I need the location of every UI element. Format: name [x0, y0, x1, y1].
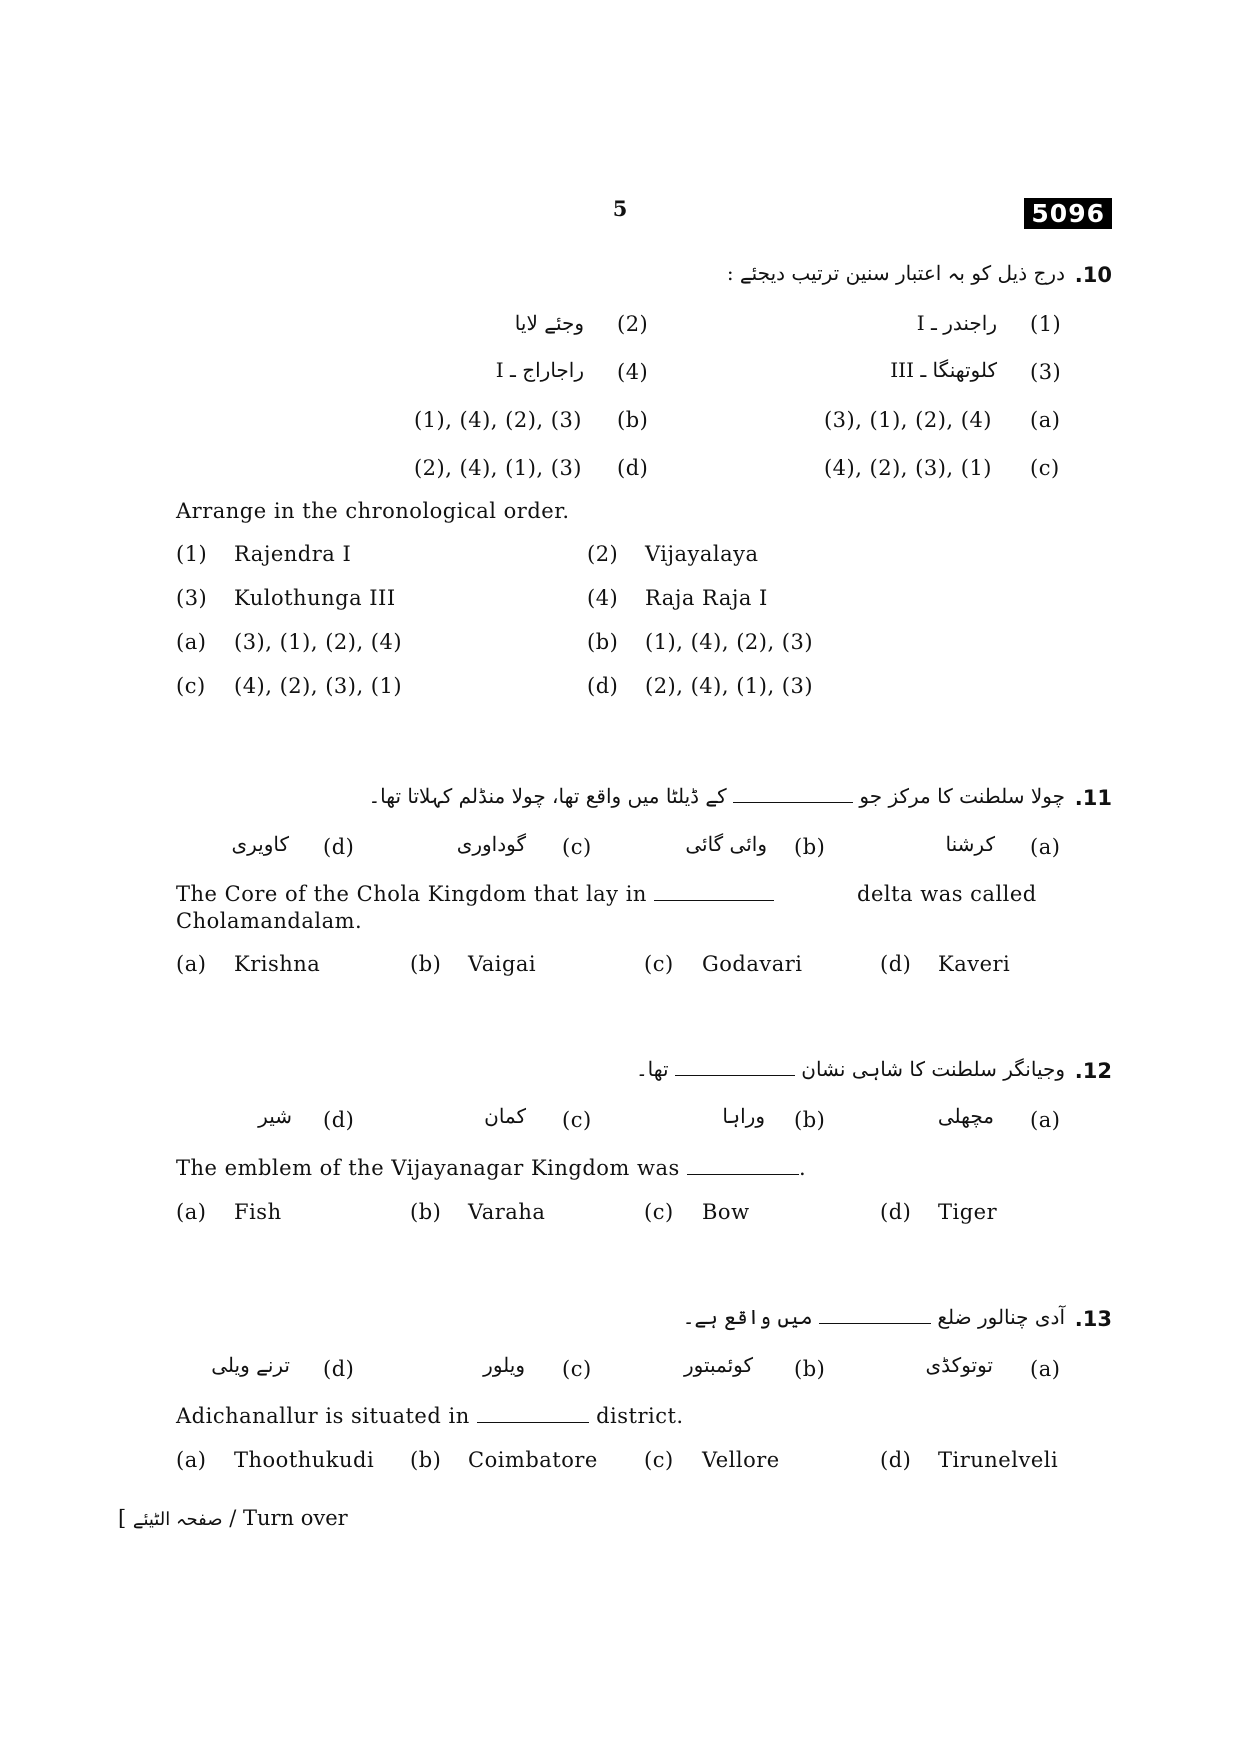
q10-urdu-item-label: (4) [617, 360, 649, 384]
q13-urdu-option: ترنے ویلی [211, 1353, 290, 1377]
q10-urdu-item: وجئے لایا [514, 311, 584, 335]
q10-english-option-label: (d) [587, 674, 619, 698]
q12-urdu-option-label: (b) [794, 1108, 826, 1132]
q13-urdu-prompt [683, 1305, 1065, 1329]
q11-urdu-option: کاویری [231, 832, 289, 856]
q13-english-option-label: (d) [880, 1448, 912, 1472]
q10-english-option: (3), (1), (2), (4) [234, 630, 403, 654]
q12-urdu-blank [675, 1059, 795, 1076]
q11-english-prompt-line2: Cholamandalam. [176, 909, 363, 933]
q13-urdu-option: ویلور [483, 1353, 525, 1377]
q11-urdu-option: وائی گائی [685, 832, 767, 856]
q10-english-option: (2), (4), (1), (3) [645, 674, 814, 698]
page-number: 5 [612, 196, 628, 221]
q12-urdu-option-label: (d) [323, 1108, 355, 1132]
q11-english-option: Vaigai [468, 952, 537, 976]
footer-urdu: صفحہ الٹیئے [132, 1509, 223, 1530]
q12-english-option: Tiger [938, 1200, 998, 1224]
q11-english-option-label: (c) [644, 952, 674, 976]
q12-english-option-label: (c) [644, 1200, 674, 1224]
q10-urdu-option: (4), (2), (3), (1) [823, 456, 992, 480]
q11-urdu-option: کرشنا [945, 832, 995, 856]
q11-english-blank [654, 888, 774, 901]
q10-urdu-option: (3), (1), (2), (4) [823, 408, 992, 432]
q10-english-item: Raja Raja I [645, 586, 768, 610]
q13-english-option-label: (c) [644, 1448, 674, 1472]
q11-english-option-label: (b) [410, 952, 442, 976]
q11-urdu-prompt-end: کے ڈیلٹا میں واقع تھا، چولا منڈلم کہلاتا تھا۔ [368, 784, 727, 808]
q13-urdu-blank [819, 1307, 931, 1324]
q13-urdu-option-label: (a) [1030, 1357, 1061, 1381]
q12-english-prompt [176, 1156, 806, 1180]
q13-urdu-prompt-end: میں واقع ہے۔ [682, 1305, 813, 1329]
q10-urdu-item-label: (2) [617, 312, 649, 336]
q13-urdu-option: کوئمبتور [683, 1353, 753, 1377]
q10-urdu-item: راجندر ـ I [916, 311, 997, 335]
q12-english-prompt-end: . [798, 1156, 807, 1180]
q10-urdu-prompt: درج ذیل کو بہ اعتبار سنین ترتیب دیجئے : [726, 261, 1065, 285]
q11-urdu-prompt-start: چولا سلطنت کا مرکز جو [859, 784, 1065, 808]
q12-english-option: Fish [234, 1200, 282, 1224]
q10-english-option-label: (c) [176, 674, 206, 698]
paper-code-badge: 5096 [1024, 198, 1112, 229]
q11-urdu-option-label: (d) [323, 835, 355, 859]
q12-urdu-option-label: (c) [562, 1108, 592, 1132]
q12-english-option: Bow [702, 1200, 750, 1224]
q11-english-option: Godavari [702, 952, 803, 976]
q11-urdu-option: گوداوری [456, 832, 526, 856]
q12-urdu-option: کمان [484, 1104, 526, 1128]
q12-english-option-label: (a) [176, 1200, 207, 1224]
q10-urdu-option-label: (d) [617, 456, 649, 480]
q12-urdu-prompt [636, 1057, 1065, 1081]
q11-urdu-option-label: (a) [1030, 835, 1061, 859]
q10-urdu-item: راجاراج ـ I [495, 358, 584, 382]
q12-english-option-label: (b) [410, 1200, 442, 1224]
q13-english-prompt [176, 1404, 684, 1428]
q10-urdu-item: کلوتھنگا ـ III [890, 358, 997, 382]
q13-english-option: Thoothukudi [234, 1448, 375, 1472]
q13-english-option: Vellore [702, 1448, 780, 1472]
q11-english-option: Kaveri [938, 952, 1011, 976]
q13-urdu-option-label: (d) [323, 1357, 355, 1381]
q12-english-prompt-start: The emblem of the Vijayanagar Kingdom was [176, 1156, 680, 1180]
q11-urdu-option-label: (b) [794, 835, 826, 859]
q12-urdu-option: وراہا [722, 1104, 765, 1128]
q11-urdu-blank [733, 786, 853, 803]
q13-urdu-option-label: (c) [562, 1357, 592, 1381]
q12-urdu-option-label: (a) [1030, 1108, 1061, 1132]
footer-bracket: [ [118, 1506, 127, 1530]
q12-urdu-prompt-start: وجیانگر سلطنت کا شاہی نشان [801, 1057, 1065, 1081]
q13-urdu-option-label: (b) [794, 1357, 826, 1381]
q12-number: .12 [1074, 1059, 1112, 1083]
q12-english-option-label: (d) [880, 1200, 912, 1224]
q12-urdu-prompt-end: تھا۔ [635, 1057, 669, 1081]
q10-urdu-item-label: (1) [1030, 312, 1062, 336]
q11-english-option-label: (a) [176, 952, 207, 976]
q10-urdu-option: (2), (4), (1), (3) [413, 456, 582, 480]
q10-english-item-label: (4) [587, 586, 619, 610]
q13-urdu-option: توتوکڈی [925, 1353, 993, 1377]
q10-english-item-label: (1) [176, 542, 208, 566]
q13-english-prompt-end: district. [596, 1404, 684, 1428]
turn-over-footer [118, 1506, 348, 1530]
q10-english-option-label: (b) [587, 630, 619, 654]
q11-english-option: Krishna [234, 952, 321, 976]
q10-urdu-item-label: (3) [1030, 360, 1062, 384]
q10-english-item: Kulothunga III [234, 586, 396, 610]
q10-english-item: Rajendra I [234, 542, 352, 566]
q13-urdu-prompt-start: آدی چنالور ضلع [937, 1305, 1065, 1329]
q10-english-option-label: (a) [176, 630, 207, 654]
q10-english-item-label: (3) [176, 586, 208, 610]
q10-english-prompt: Arrange in the chronological order. [176, 499, 570, 523]
q11-number: .11 [1074, 786, 1112, 810]
q13-english-option-label: (b) [410, 1448, 442, 1472]
q11-english-prompt-end: delta was called [857, 882, 1037, 906]
q10-english-item-label: (2) [587, 542, 619, 566]
q12-urdu-option: مچھلی [937, 1104, 994, 1128]
footer-english: Turn over [242, 1506, 348, 1530]
q11-urdu-option-label: (c) [562, 835, 592, 859]
q12-english-option: Varaha [468, 1200, 546, 1224]
q10-urdu-option-label: (b) [617, 408, 649, 432]
q10-urdu-option: (1), (4), (2), (3) [413, 408, 582, 432]
footer-separator: / [229, 1506, 237, 1530]
q12-urdu-option: شیر [258, 1104, 292, 1128]
q13-english-prompt-start: Adichanallur is situated in [176, 1404, 470, 1428]
q11-english-prompt-start: The Core of the Chola Kingdom that lay in [176, 882, 647, 906]
q13-english-option: Tirunelveli [938, 1448, 1059, 1472]
q10-urdu-option-label: (a) [1030, 408, 1061, 432]
q10-urdu-option-label: (c) [1030, 456, 1060, 480]
q10-english-option: (1), (4), (2), (3) [645, 630, 814, 654]
q10-english-option: (4), (2), (3), (1) [234, 674, 403, 698]
q13-english-option: Coimbatore [468, 1448, 598, 1472]
q13-english-blank [477, 1410, 589, 1423]
q10-english-item: Vijayalaya [645, 542, 759, 566]
q10-number: .10 [1074, 263, 1112, 287]
q11-urdu-prompt [368, 784, 1065, 808]
q11-english-prompt-line1 [176, 882, 774, 906]
q11-english-option-label: (d) [880, 952, 912, 976]
q12-english-blank [687, 1162, 799, 1175]
q13-english-option-label: (a) [176, 1448, 207, 1472]
q13-number: .13 [1074, 1307, 1112, 1331]
